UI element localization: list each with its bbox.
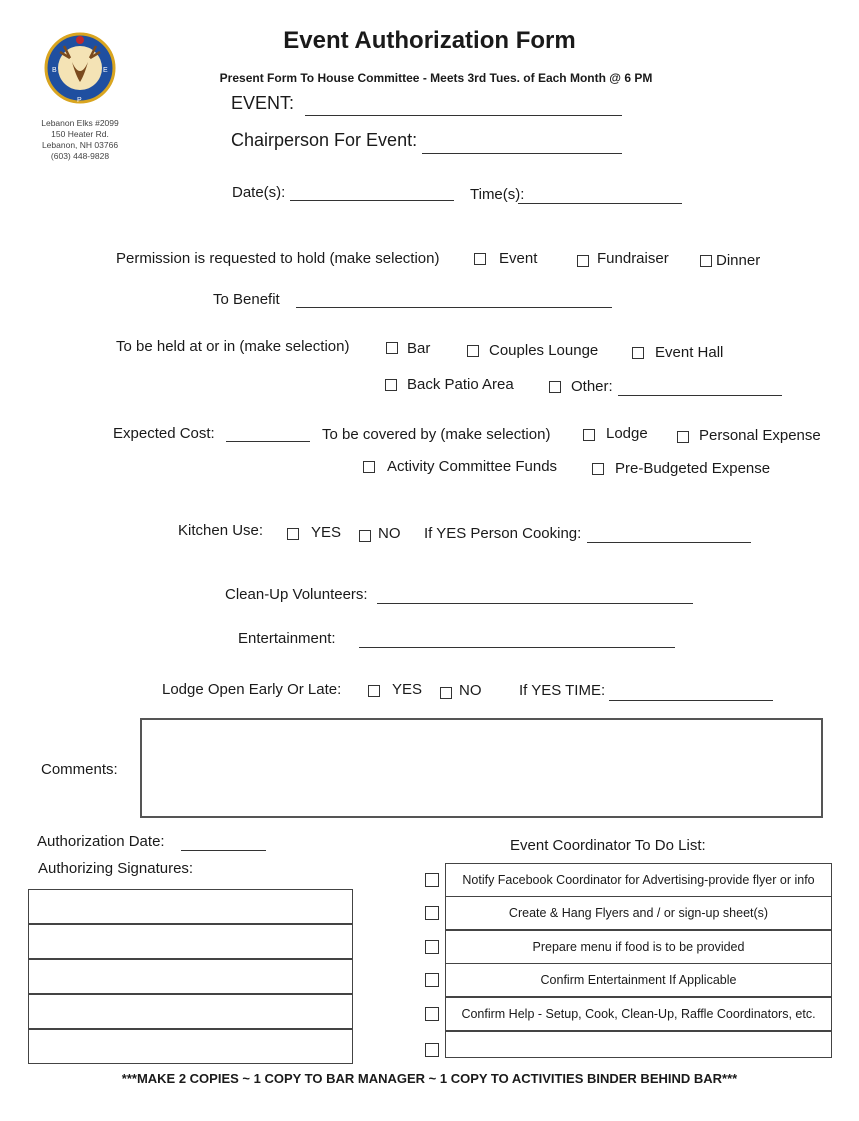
todo-checkbox-6[interactable] (425, 1043, 439, 1057)
kitchen-no-checkbox[interactable] (359, 530, 371, 542)
permission-label: Permission is requested to hold (make selection) (116, 250, 440, 267)
covered-by-label: To be covered by (make selection) (322, 426, 551, 443)
kitchen-yes-label: YES (311, 524, 342, 541)
event-field[interactable] (305, 115, 622, 116)
lodge-open-no-checkbox[interactable] (440, 687, 452, 699)
chairperson-label: Chairperson For Event: (231, 130, 418, 150)
lodge-open-time-label: If YES TIME: (519, 682, 606, 699)
person-cooking-field[interactable] (587, 542, 751, 543)
form-title: Event Authorization Form (283, 27, 576, 54)
svg-text:B: B (52, 67, 57, 74)
clean-up-field[interactable] (377, 603, 693, 604)
bar-checkbox[interactable] (386, 342, 398, 354)
entertainment-field[interactable] (359, 647, 675, 648)
bar-option-label: Bar (407, 340, 431, 357)
event-hall-checkbox[interactable] (632, 347, 644, 359)
entertainment-label: Entertainment: (238, 630, 336, 647)
signature-box-2[interactable] (28, 924, 353, 959)
signature-box-4[interactable] (28, 994, 353, 1029)
kitchen-yes-checkbox[interactable] (287, 528, 299, 540)
event-label: EVENT: (231, 93, 295, 113)
expected-cost-field[interactable] (226, 441, 310, 442)
event-checkbox[interactable] (474, 253, 486, 265)
clean-up-label: Clean-Up Volunteers: (225, 586, 368, 603)
todo-checkbox-2[interactable] (425, 906, 439, 920)
to-benefit-label: To Benefit (213, 291, 280, 308)
pre-budgeted-checkbox[interactable] (592, 463, 604, 475)
other-location-checkbox[interactable] (549, 381, 561, 393)
personal-expense-option-label: Personal Expense (699, 427, 821, 444)
event-option-label: Event (499, 250, 538, 267)
todo-checkbox-3[interactable] (425, 940, 439, 954)
back-patio-option-label: Back Patio Area (407, 376, 514, 393)
pre-budgeted-option-label: Pre-Budgeted Expense (615, 460, 771, 477)
todo-checkbox-5[interactable] (425, 1007, 439, 1021)
todo-checkbox-1[interactable] (425, 873, 439, 887)
signature-box-3[interactable] (28, 959, 353, 994)
lodge-open-no-label: NO (459, 682, 482, 699)
authorizing-signatures-label: Authorizing Signatures: (38, 860, 194, 877)
lodge-open-yes-checkbox[interactable] (368, 685, 380, 697)
lodge-open-yes-label: YES (392, 681, 423, 698)
fundraiser-option-label: Fundraiser (597, 250, 669, 267)
fundraiser-checkbox[interactable] (577, 255, 589, 267)
todo-item-2: Create & Hang Flyers and / or sign-up sheet(s) (445, 896, 832, 930)
other-location-field[interactable] (618, 395, 782, 396)
expected-cost-label: Expected Cost: (113, 425, 215, 442)
comments-box[interactable] (140, 718, 823, 818)
chairperson-field[interactable] (422, 153, 622, 154)
kitchen-no-label: NO (378, 525, 401, 542)
times-label: Time(s): (470, 186, 525, 203)
todo-item-6[interactable] (445, 1031, 832, 1058)
personal-expense-checkbox[interactable] (677, 431, 689, 443)
person-cooking-label: If YES Person Cooking: (424, 525, 582, 542)
todo-item-4: Confirm Entertainment If Applicable (445, 963, 832, 997)
todo-item-3: Prepare menu if food is to be provided (445, 930, 832, 964)
todo-title: Event Coordinator To Do List: (510, 837, 706, 854)
back-patio-checkbox[interactable] (385, 379, 397, 391)
location-label: To be held at or in (make selection) (116, 338, 350, 355)
event-hall-option-label: Event Hall (655, 344, 724, 361)
signature-box-5[interactable] (28, 1029, 353, 1064)
lodge-open-time-field[interactable] (609, 700, 773, 701)
lodge-address: Lebanon Elks #2099 150 Heater Rd. Lebanon, NH 03766 (603) 448-9828 (41, 118, 119, 161)
dinner-option-label: Dinner (716, 252, 761, 269)
footer-note: ***MAKE 2 COPIES ~ 1 COPY TO BAR MANAGER ~ 1 COPY TO ACTIVITIES BINDER BEHIND BAR*** (121, 1071, 738, 1086)
activity-committee-checkbox[interactable] (363, 461, 375, 473)
svg-text:E: E (103, 67, 108, 74)
times-field[interactable] (518, 203, 682, 204)
svg-text:P: P (77, 97, 82, 104)
form-subtitle: Present Form To House Committee - Meets 3rd Tues. of Each Month @ 6 PM (219, 71, 653, 85)
lodge-open-label: Lodge Open Early Or Late: (162, 681, 342, 698)
activity-committee-option-label: Activity Committee Funds (387, 458, 558, 475)
dates-label: Date(s): (232, 184, 286, 201)
todo-checkbox-4[interactable] (425, 973, 439, 987)
dates-field[interactable] (290, 200, 454, 201)
dinner-checkbox[interactable] (700, 255, 712, 267)
signature-box-1[interactable] (28, 889, 353, 924)
couples-lounge-option-label: Couples Lounge (489, 342, 599, 359)
couples-lounge-checkbox[interactable] (467, 345, 479, 357)
lodge-option-label: Lodge (606, 425, 648, 442)
other-location-option-label: Other: (571, 378, 613, 395)
todo-item-5: Confirm Help - Setup, Cook, Clean-Up, Raffle Coordinators, etc. (445, 997, 832, 1031)
todo-item-1: Notify Facebook Coordinator for Advertising-provide flyer or info (445, 863, 832, 897)
authorization-date-label: Authorization Date: (37, 833, 165, 850)
kitchen-use-label: Kitchen Use: (178, 522, 264, 539)
to-benefit-field[interactable] (296, 307, 612, 308)
comments-label: Comments: (41, 761, 118, 778)
authorization-date-field[interactable] (181, 850, 266, 851)
lodge-checkbox[interactable] (583, 429, 595, 441)
